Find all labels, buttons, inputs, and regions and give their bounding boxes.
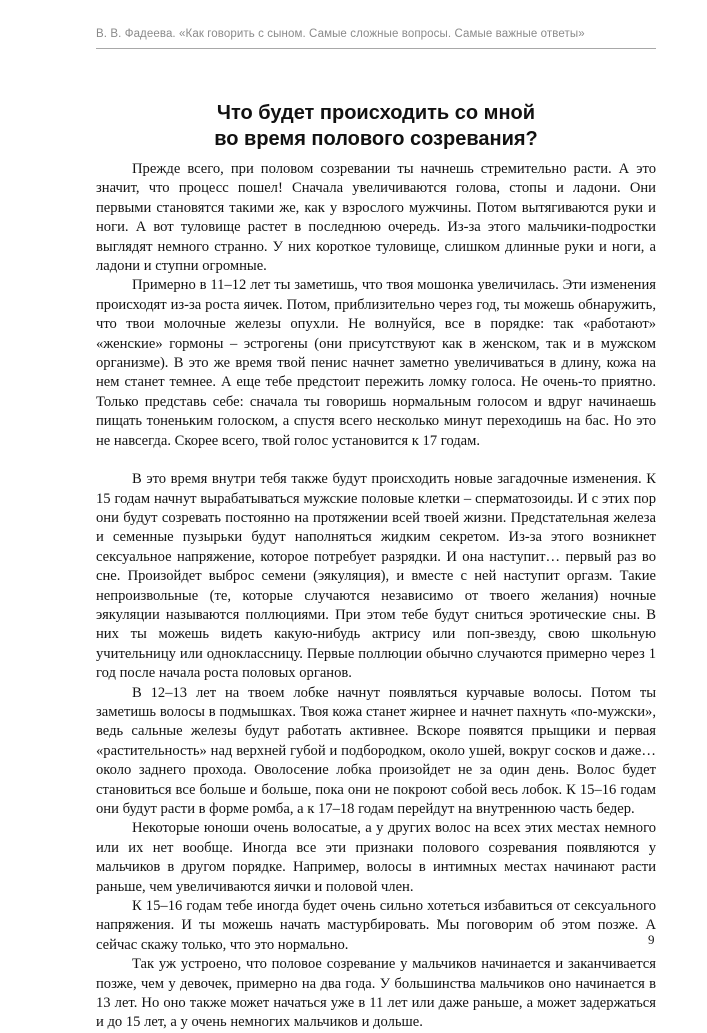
paragraph-6: К 15–16 годам тебе иногда будет очень сильно хотеться избавиться от сексуального напряжения. И ты можешь начать мастурбировать. Мы поговорим об этом позже. А сейчас скажу только, что это нормально. [96,898,656,953]
section-title-line-1: Что будет происходить со мной [216,102,536,124]
paragraph-3: В это время внутри тебя также будут происходить новые загадочные изменения. К 15 годам начнут вырабатываться мужские половые клетки – сперматозоиды. И с этих пор они будут созревать постоянно на протяжении всей твоей жизни. Предстательная железа и семенные пузырьки будут наполняться жидким секретом. Из-за этого возникнет сексуальное напряжение, которое потребует разрядки. И она наступит… первый раз во сне. Произойдет выброс семени (эякуляция), и вместе с ней наступит оргазм. Такие непроизвольные (те, которые случаются независимо от твоего желания) ночные эякуляции называются поллюциями. При этом тебе будут сниться эротические сны. В них ты можешь видеть какую-нибудь актрису или поп-звезду, свою школьную учительницу или одноклассницу. Первые поллюции обычно случаются примерно через 1 год после начала роста половых органов. [96,471,656,682]
section-title [96,100,656,152]
paragraph-2: Примерно в 11–12 лет ты заметишь, что твоя мошонка увеличилась. Эти изменения происходят из-за роста яичек. Потом, приблизительно через год, ты можешь обнаружить, что твои молочные железы опухли. Не волнуйся, все в порядке: так «работают» «женские» гормоны – эстрогены (они присутствуют как в женском, так и в мужском организме). В это же время твой пенис начнет заметно увеличиваться в длину, кожа на нем станет темнее. А еще тебе предстоит пережить ломку голоса. Не очень-то приятно. Только представь себе: сначала ты говоришь нормальным голосом и вдруг начинаешь пищать тоненьким голоском, а спустя всего несколько минут переходишь на бас. Но это не навсегда. Скорее всего, твой голос установится к 17 годам. [96,277,656,449]
header-divider [96,48,656,49]
running-header: В. В. Фадеева. «Как говорить с сыном. Самые сложные вопросы. Самые важные ответы» [96,28,585,40]
page-number: 9 [648,932,655,947]
paragraph-5: Некоторые юноши очень волосатые, а у других волос на всех этих местах немного или их нет вообще. Иногда все эти признаки полового созревания появляются у мальчиков в другом порядке. Например, волосы в интимных местах начинают расти раньше, чем увеличиваются яички и половой член. [96,820,656,895]
section-title-line-2: во время полового созревания? [214,128,538,150]
paragraph-7: Так уж устроено, что половое созревание у мальчиков начинается и заканчивается позже, чем у девочек, примерно на два года. У большинства мальчиков оно начинается в 13 лет. Но оно также может начаться уже в 11 лет или даже раньше, а может задержаться и до 15 лет, а у очень немногих мальчиков и дольше. [96,956,656,1031]
paragraph-1: Прежде всего, при половом созревании ты начнешь стремительно расти. А это значит, что процесс пошел! Сначала увеличиваются голова, стопы и ладони. Они первыми становятся такими же, как у взрослого мужчины. Потом вытягиваются руки и ноги. А вот туловище растет в последнюю очередь. Из-за этого мальчики-подростки выглядят немного странно. У них короткое туловище, слишком длинные руки и ноги, а ладони и ступни огромные. [96,161,656,275]
body-text [96,160,656,1033]
paragraph-4: В 12–13 лет на твоем лобке начнут появляться курчавые волосы. Потом ты заметишь волосы в подмышках. Твоя кожа станет жирнее и начнет пахнуть «по-мужски», ведь сальные железы будут работать активнее. Вскоре появятся прыщики и первая «растительность» над верхней губой и подбородком, около ушей, вокруг сосков и даже… около заднего прохода. Оволосение лобка произойдет не за один день. Волос будет становиться все больше и больше, пока они не покроют собой весь лобок. К 15–16 годам они будут расти в форме ромба, а к 17–18 годам перейдут на внутреннюю часть бедер. [96,684,656,817]
